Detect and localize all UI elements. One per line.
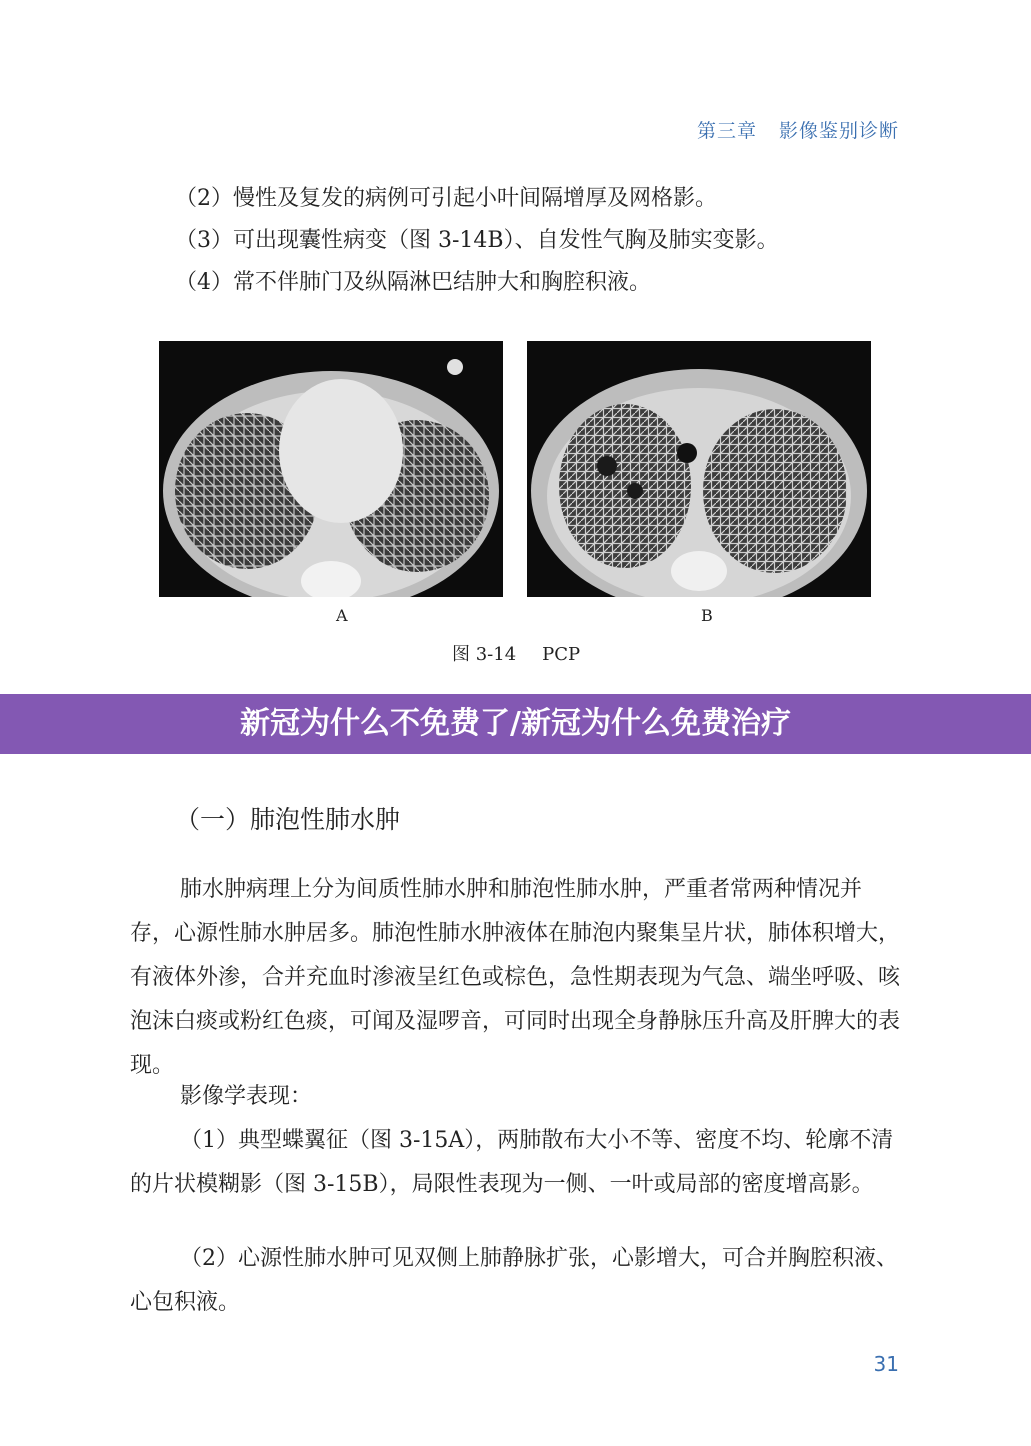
page-number: 31 [873, 1352, 899, 1376]
body-paragraph: 肺水肿病理上分为间质性肺水肿和肺泡性肺水肿，严重者常两种情况并存，心源性肺水肿居多。肺泡性肺水肿液体在肺泡内聚集呈片状，肺体积增大，有液体外渗，合并充血时渗液呈红色或棕色，急性期表现为气急、端坐呼吸、咳泡沫白痰或粉红色痰，可闻及湿啰音，可同时出现全身静脉压升高及肝脾大的表现。 [130, 877, 901, 1078]
figure-caption [452, 640, 580, 666]
title-banner: 新冠为什么不免费了/新冠为什么免费治疗 [0, 694, 1031, 754]
caption-text: PCP [542, 644, 581, 665]
list-item: （4）常不伴肺门及纵隔淋巴结肿大和胸腔积液。 [175, 270, 651, 295]
caption-number: 图 3-14 [452, 644, 517, 665]
chapter-number: 第三章 [696, 120, 757, 142]
imaging-item-1: （1）典型蝶翼征（图 3-15A），两肺散布大小不等、密度不均、轮廓不清的片状模糊影（图 3-15B），局限性表现为一侧、一叶或局部的密度增高影。 [130, 1128, 894, 1197]
running-header [697, 116, 899, 143]
imaging-item-2: （2）心源性肺水肿可见双侧上肺静脉扩张，心影增大，可合并胸腔积液、心包积液。 [130, 1246, 898, 1315]
list-item: （2）慢性及复发的病例可引起小叶间隔增厚及网格影。 [175, 186, 717, 211]
chapter-title: 影像鉴别诊断 [778, 120, 899, 142]
section-heading: （一）肺泡性肺水肿 [175, 805, 401, 834]
ct-image-a [159, 341, 503, 597]
figure-label-a: A [336, 606, 348, 625]
list-item: （3）可出现囊性病变（图 3-14B）、自发性气胸及肺实变影。 [175, 228, 779, 253]
ct-image-b [527, 341, 871, 597]
figure-label-b: B [701, 606, 713, 625]
imaging-label: 影像学表现： [180, 1084, 313, 1109]
